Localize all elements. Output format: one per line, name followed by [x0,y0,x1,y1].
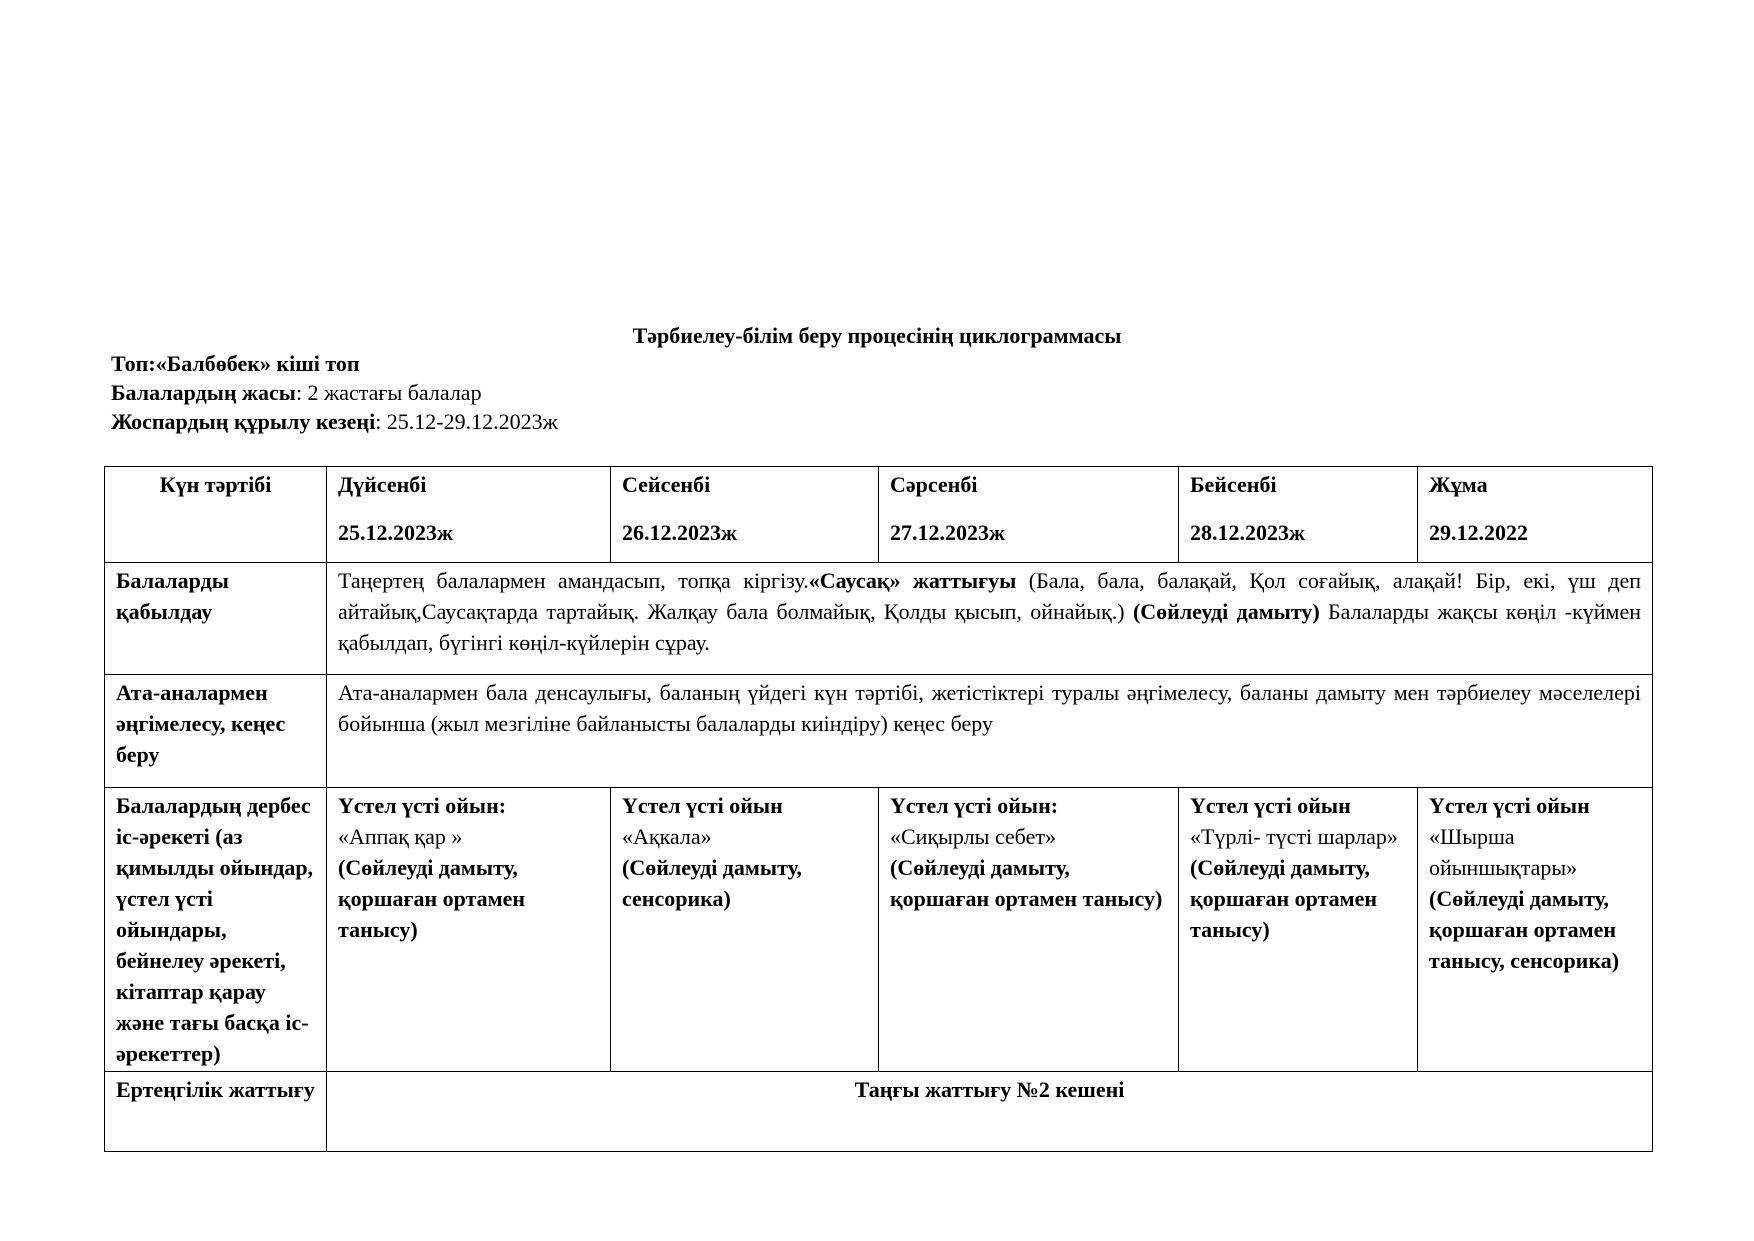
period-value: : 25.12-29.12.2023ж [375,409,558,434]
day-name: Бейсенбі [1190,472,1277,497]
day-date: 25.12.2023ж [338,520,453,545]
schedule-table [104,466,1653,1152]
game-title: «Аппақ қар » [338,824,463,849]
group-label: Топ: [111,351,156,376]
reception-intro: Таңертең балалармен амандасып, топқа кіргізу. [338,568,809,593]
game-areas: (Сөйлеуді дамыту, қоршаған ортамен танысу) [890,855,1163,911]
day-date: 28.12.2023ж [1190,520,1305,545]
day-name: Дүйсенбі [338,472,427,497]
day-name: Жұма [1429,472,1488,497]
day-name: Сәрсенбі [890,472,978,497]
header-day-wednesday [879,467,1179,563]
header-day-thursday [1179,467,1418,563]
game-heading: Үстел үсті ойын [1190,793,1351,818]
reception-row [105,563,1653,675]
game-areas: (Сөйлеуді дамыту, қоршаған ортамен танысу) [338,855,526,942]
independent-cell-thursday [1179,788,1418,1072]
independent-cell-friday [1418,788,1653,1072]
reception-after: Балаларды жақсы көңіл -күймен қабылдап, бүгінгі көңіл-күйлерін сұрау. [338,599,1641,655]
parents-content: Ата-аналармен бала денсаулығы, баланың үйдегі күн тәртібі, жетістіктері туралы әңгімелесу, баланы дамыту мен тәрбиелеу мәселелері бойынша (жыл мезгіліне байланысты балаларды киіндіру) кеңес беру [327,675,1653,788]
reception-label: Балаларды қабылдау [105,563,327,675]
parents-label: Ата-аналармен әңгімелесу, кеңес беру [105,675,327,788]
period-line [111,408,558,436]
reception-area: (Сөйлеуді дамыту) [1132,599,1320,624]
game-heading: Үстел үсті ойын: [338,793,507,818]
day-date: 29.12.2022 [1429,520,1528,545]
game-areas: (Сөйлеуді дамыту, қоршаған ортамен танысу, сенсорика) [1429,886,1620,973]
period-label: Жоспардың құрылу кезеңі [111,409,376,434]
document-title: Тәрбиелеу-білім беру процесінің циклограммасы [632,323,1122,348]
group-value: «Балбөбек» кіші топ [155,351,360,376]
game-title: «Сиқырлы себет» [890,824,1056,849]
day-date: 26.12.2023ж [622,520,737,545]
age-line [111,379,482,407]
morning-content: Таңғы жаттығу №2 кешені [327,1072,1653,1152]
age-label: Балалардың жасы [111,380,296,405]
reception-exercise-text: (Бала, бала, балақай, Қол соғайық, алақай! Бір, екі, үш деп айтайық,Саусақтарда тартайық. Жалқау бала болмайық, Қолды қысып, ойнайық.) [338,568,1641,624]
morning-row [105,1072,1653,1152]
header-day-friday [1418,467,1653,563]
game-areas: (Сөйлеуді дамыту, сенсорика) [622,855,802,911]
day-date: 27.12.2023ж [890,520,1005,545]
independent-row [105,788,1653,1072]
header-row [105,467,1653,563]
reception-exercise-title: «Саусақ» жаттығуы [808,568,1017,593]
independent-label: Балалардың дербес іс-әрекеті (аз қимылды ойындар, үстел үсті ойындары, бейнелеу әрекеті, кітаптар қарау және тағы басқа іс-әрекеттер) [105,788,327,1072]
game-areas: (Сөйлеуді дамыту, қоршаған ортамен танысу) [1190,855,1378,942]
header-schedule: Күн тәртібі [105,467,327,563]
day-name: Сейсенбі [622,472,711,497]
game-title: «Шырша ойыншықтары» [1429,824,1578,880]
independent-cell-monday [327,788,611,1072]
morning-label: Ертеңгілік жаттығу [105,1072,327,1152]
group-line [111,350,360,378]
age-value: : 2 жастағы балалар [295,380,482,405]
game-heading: Үстел үсті ойын [622,793,783,818]
game-title: «Ақкала» [622,824,712,849]
game-title: «Түрлі- түсті шарлар» [1190,824,1398,849]
reception-content [327,563,1653,675]
game-heading: Үстел үсті ойын [1429,793,1590,818]
independent-cell-wednesday [879,788,1179,1072]
game-heading: Үстел үсті ойын: [890,793,1059,818]
parents-row [105,675,1653,788]
header-day-tuesday [611,467,879,563]
independent-cell-tuesday [611,788,879,1072]
header-day-monday [327,467,611,563]
